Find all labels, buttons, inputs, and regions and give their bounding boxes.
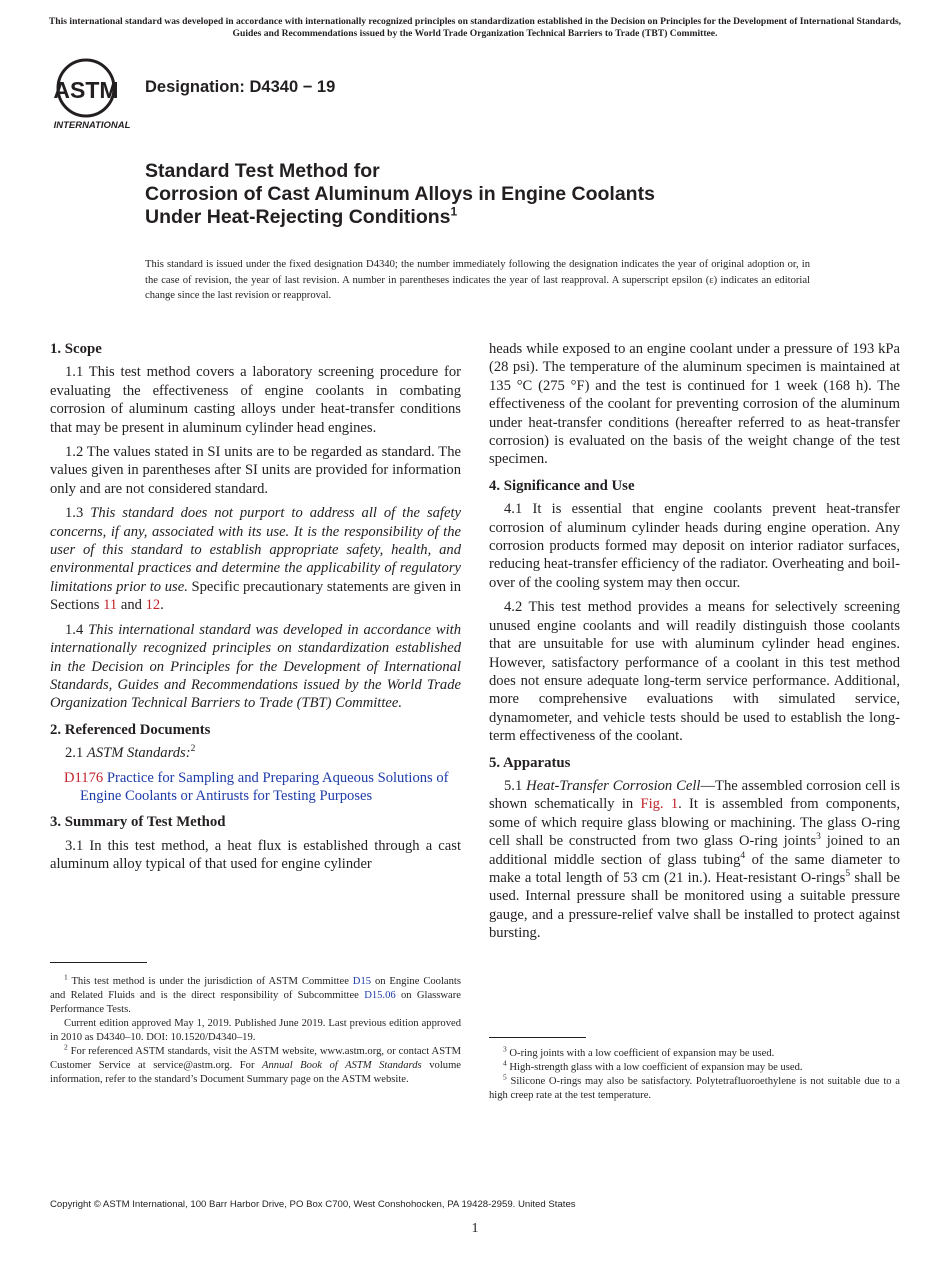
title-footnote-ref[interactable]: 1	[450, 204, 458, 219]
astm-standards-label: ASTM Standards:	[86, 745, 191, 762]
paragraph-1-1: 1.1 This test method covers a laboratory screening procedure for evaluating the effectiveness of engine coolants in combating corrosion of aluminum casting alloys under heat-transfer conditions that may be present in aluminum cylinder head engines.	[50, 364, 461, 436]
footnote-5-ref[interactable]: 5	[845, 869, 851, 880]
footnote-text: volume information, refer to the standard’s Document Summary page on the ASTM website.	[50, 1060, 462, 1085]
designation: Designation: D4340 − 19	[145, 78, 336, 96]
committee-d15-link[interactable]: D15	[352, 976, 372, 987]
tbt-statement: This international standard was developed in accordance with internationally recognized principles on standardization established in the Decision on Principles for the Development of International Standards, Guides and Recommendations issued by the World Trade Organization Technical Barriers to Trade (TBT) Committee.	[50, 621, 462, 712]
paragraph-text: —The assembled corrosion cell is shown schematically in	[489, 777, 900, 813]
paragraph-4-1: 4.1 It is essential that engine coolants prevent heat-transfer corrosion of aluminum cylinder heads during engine operation. Any corrosion products formed may deposit on interior radiator surfaces, reducing heat-transfer efficiency of the radiator. Overheating and boil-over of the cooling system may then occur.	[489, 501, 901, 591]
right-column	[489, 340, 900, 949]
footnote-text: O-ring joints with a low coefficient of expansion may be used.	[509, 1048, 775, 1059]
reference-code-link[interactable]: D1176	[64, 769, 104, 786]
footnotes-left	[50, 972, 462, 1087]
document-title	[145, 160, 885, 229]
paragraph-text: shall be used. Internal pressure shall be monitored using a suitable pressure gauge, and a pressure-relief valve shall be installed to protect against bursting.	[489, 869, 900, 942]
footnote-3	[489, 1044, 900, 1061]
footnote-text: on Glassware Performance Tests.	[50, 990, 461, 1015]
footnote-text: For referenced ASTM standards, visit the ASTM website, www.astm.org, or contact ASTM Customer Service at service@astm.org. For	[50, 1046, 461, 1071]
paragraph-number: 2.1	[65, 745, 84, 762]
paragraph-1-4	[50, 621, 461, 713]
referenced-documents-heading: 2. Referenced Documents	[50, 721, 211, 738]
paragraph-text: .	[160, 597, 164, 614]
section-12-link[interactable]: 12	[145, 597, 161, 614]
footnote-2-ref[interactable]: 2	[190, 744, 196, 755]
reference-d1176	[50, 769, 461, 806]
paragraph-1-3	[50, 504, 461, 614]
title-line-3-text: Under Heat-Rejecting Conditions	[145, 206, 451, 228]
footnote-text: This test method is under the jurisdiction of ASTM Committee	[71, 976, 349, 987]
subcommittee-d15-06-link[interactable]: D15.06	[364, 990, 396, 1001]
footnote-4-ref[interactable]: 4	[740, 850, 746, 861]
footnote-3-ref[interactable]: 3	[816, 832, 821, 843]
safety-statement: This standard does not purport to address all of the safety concerns, if any, associated with its use. It is the responsibility of the user of this standard to establish appropriate safety, health, and environmental practices and determine the applicability of regulatory limitations prior to use.	[50, 505, 461, 595]
footnote-marker: 1	[64, 972, 68, 982]
paragraph-text: . It is assembled from components, some of which require glass blowing or machining. The glass O-ring cell shall be constructed from two glass O-ring joints	[489, 796, 900, 850]
footnote-4	[489, 1058, 900, 1075]
footnote-text: Silicone O-rings may also be satisfactory. Polytetrafluoroethylene is not suitable due to a high creep rate at the test temperature.	[489, 1076, 900, 1101]
astm-logo-icon	[52, 56, 136, 132]
left-column	[50, 340, 461, 880]
logo-mark: ASTM	[53, 77, 119, 103]
paragraph-1-2: 1.2 The values stated in SI units are to be regarded as standard. The values given in parentheses after SI units are provided for information only and are not considered standard.	[50, 444, 461, 497]
footnote-1	[50, 972, 461, 1017]
paragraph-text: Specific precautionary statements are given in Sections	[50, 578, 461, 614]
reference-title-link[interactable]: Practice for Sampling and Preparing Aqueous Solutions of Engine Coolants or Antirusts for Testing Purposes	[80, 769, 449, 804]
footnote-divider	[489, 1037, 586, 1038]
footnote-5	[489, 1072, 900, 1103]
annual-book-title: Annual Book of ASTM Standards	[262, 1060, 422, 1071]
paragraph-3-1: 3.1 In this test method, a heat flux is established through a cast aluminum alloy typical of that used for engine cylinder	[50, 837, 461, 873]
scope-heading: 1. Scope	[50, 341, 102, 357]
paragraph-number: 5.1	[504, 777, 523, 794]
footnote-divider	[50, 962, 147, 963]
footnote-text: High-strength glass with a low coefficient of expansion may be used.	[509, 1062, 803, 1073]
footnote-2	[50, 1042, 462, 1087]
paragraph-number: 1.4	[65, 621, 84, 638]
page-number: 1	[471, 1221, 479, 1236]
footnote-marker: 2	[64, 1042, 68, 1052]
top-notice: This international standard was developed in accordance with internationally recognized principles on standardization established in the Decision on Principles for the Development of International Standards, Guides and Recommendations issued by the World Trade Organization Technical Barriers to Trade (TBT) Committee.	[48, 16, 902, 39]
paragraph-text: and	[120, 597, 142, 614]
title-line-2: Corrosion of Cast Aluminum Alloys in Engine Coolants	[145, 183, 655, 205]
footnote-marker: 3	[503, 1044, 507, 1054]
footnote-text: on Engine Coolants and Related Fluids and is the direct responsibility of Subcommittee	[50, 976, 461, 1001]
edition-note: Current edition approved May 1, 2019. Published June 2019. Last previous edition approved in 2010 as D4340–10. DOI: 10.1520/D4340–19.	[50, 1018, 461, 1043]
astm-logo	[52, 56, 136, 132]
paragraph-text: of the same diameter to make a total length of 53 cm (21 in.). Heat-resistant O-rings	[489, 851, 900, 886]
cell-term: Heat-Transfer Corrosion Cell	[526, 777, 701, 794]
paragraph-number: 1.3	[65, 505, 84, 522]
paragraph-2-1	[50, 744, 461, 762]
paragraph-text: joined to an additional middle section of glass tubing	[489, 833, 900, 868]
footnotes-right	[489, 1044, 900, 1103]
title-line-1: Standard Test Method for	[145, 160, 380, 182]
footnote-marker: 5	[503, 1072, 507, 1082]
footnote-marker: 4	[503, 1058, 507, 1068]
paragraph-3-1-continued: heads while exposed to an engine coolant under a pressure of 193 kPa (28 psi). The temperature of the aluminum specimen is maintained at 135 °C (275 °F) and the test is continued for 1 week (168 h). The effectiveness of the coolant for preventing corrosion of the aluminum under heat-transfer conditions (hereafter referred to as heat-transfer corrosion) is evaluated on the basis of the weight change of the test specimen.	[489, 341, 900, 468]
apparatus-heading: 5. Apparatus	[489, 754, 571, 771]
significance-heading: 4. Significance and Use	[489, 477, 635, 494]
summary-heading: 3. Summary of Test Method	[50, 814, 226, 831]
paragraph-5-1	[489, 777, 900, 943]
section-11-link[interactable]: 11	[103, 597, 118, 614]
logo-text: INTERNATIONAL	[53, 120, 131, 131]
paragraph-4-2: 4.2 This test method provides a means for selectively screening unused engine coolants and will readily distinguish those coolants that are unsuitable for use with aluminum cylinder head engines. However, satisfactory performance of a coolant in this test method does not ensure adequate long-term service performance. Additional, more comprehensive evaluations with simulated service, dynamometer, and vehicle tests should be used to establish the long-term effectiveness of the coolant.	[489, 599, 900, 745]
intro-note: This standard is issued under the fixed designation D4340; the number immediately following the designation indicates the year of original adoption or, in the case of revision, the year of last revision. A number in parentheses indicates the year of last reapproval. A superscript epsilon (ε) indicates an editorial change since the last revision or reapproval.	[145, 259, 810, 301]
figure-1-link[interactable]: Fig. 1	[640, 796, 679, 813]
title-line-3	[145, 206, 885, 229]
copyright-notice: Copyright © ASTM International, 100 Barr Harbor Drive, PO Box C700, West Conshohocken, PA 19428-2959. United States	[50, 1199, 576, 1210]
